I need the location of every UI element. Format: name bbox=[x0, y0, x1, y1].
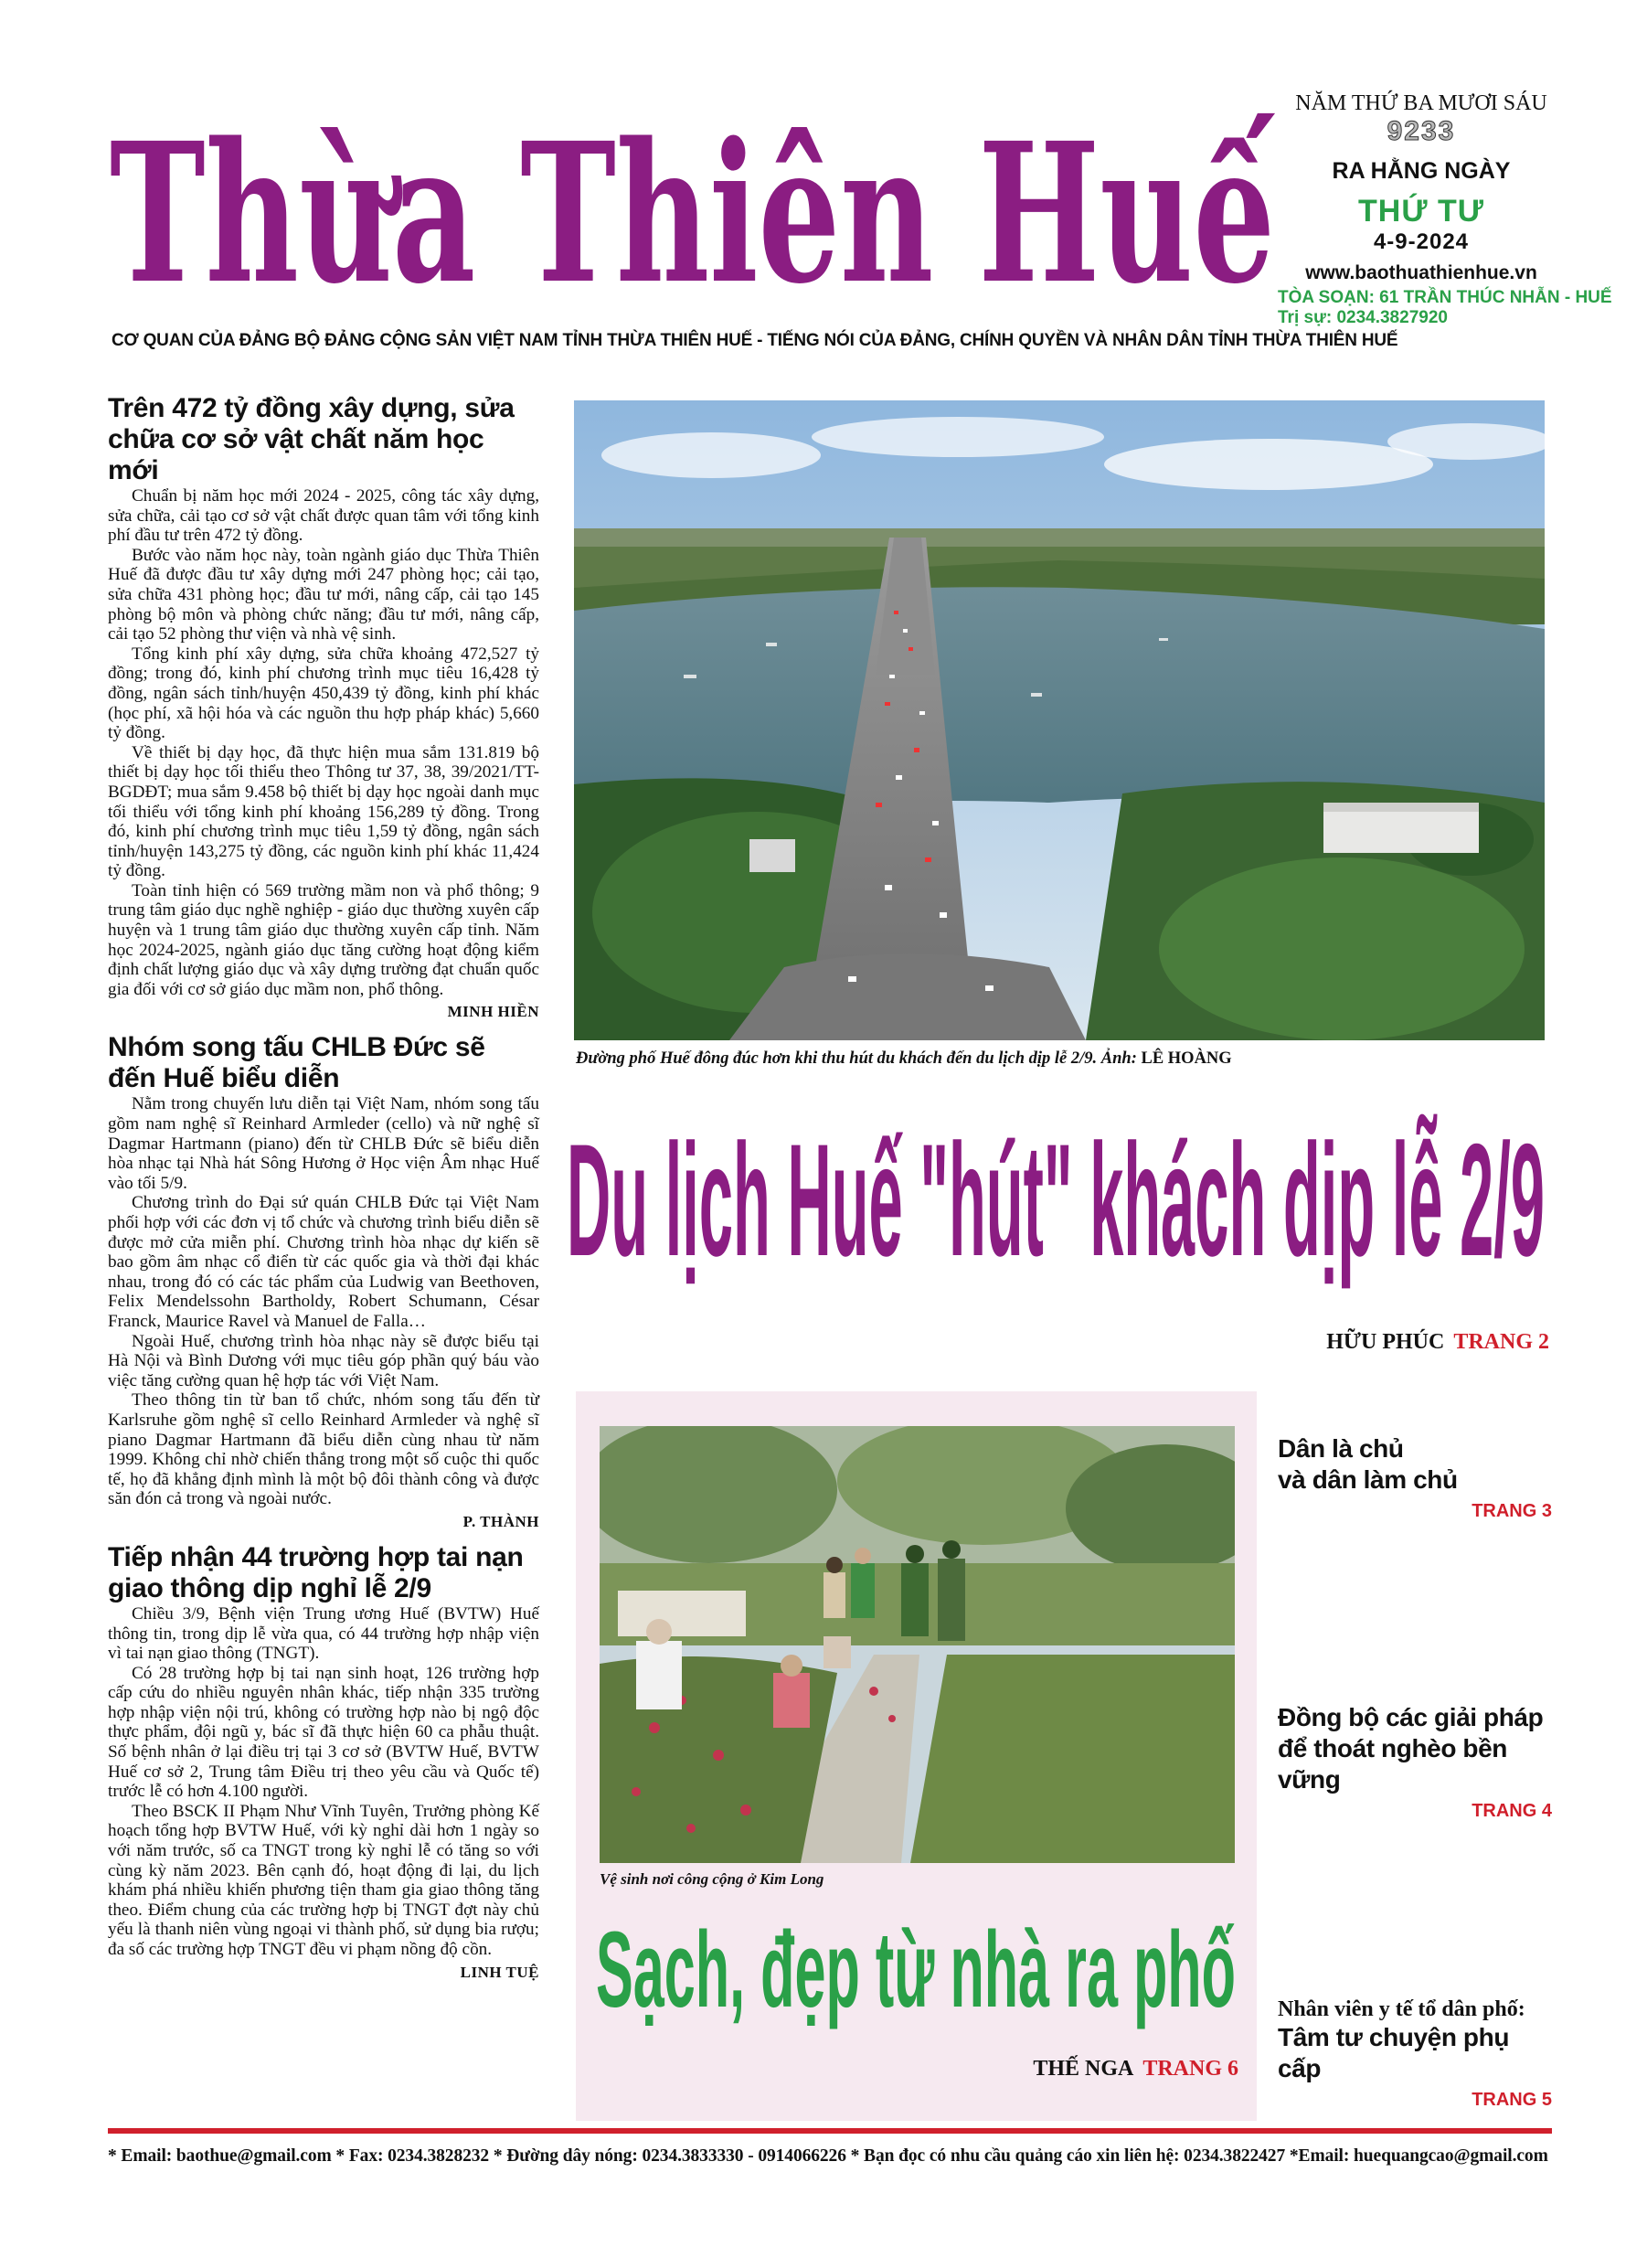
feature-photo[interactable] bbox=[600, 1426, 1235, 1863]
teaser-title: Tâm tư chuyện phụ cấp bbox=[1278, 2023, 1510, 2082]
website-link[interactable]: www.baothuathienhue.vn bbox=[1305, 262, 1537, 283]
story-paragraph: Chương trình do Đại sứ quán CHLB Đức tại Việt Nam phối hợp với các đơn vị tổ chức và chương trình biểu diễn sẽ được mở cửa miễn phí. Chương trình hòa nhạc dự kiến sẽ bao gồm âm nhạc cổ điển từ các quốc gia và thời đại khác nhau, trong đó có các tác phẩm của Ludwig van Beethoven, Felix Mendelssohn Bartholdy, Robert Schumann, César Franck, Maurice Ravel và Manuel de Falla… bbox=[108, 1193, 539, 1331]
story-body bbox=[108, 1094, 539, 1508]
lead-photo-caption bbox=[576, 1049, 1545, 1069]
feature-byline bbox=[914, 2057, 1238, 2082]
story-paragraph: Nằm trong chuyến lưu diễn tại Việt Nam, nhóm song tấu gồm nam nghệ sĩ Reinhard Armleder (cello) và nữ nghệ sĩ Dagmar Hartmann (piano) đến từ CHLB Đức sẽ biểu diễn hòa nhạc tại Nhà hát Sông Hương ở Học viện Âm nhạc Huế vào tối 5/9. bbox=[108, 1094, 539, 1193]
story-traffic bbox=[108, 1542, 539, 1982]
story-paragraph: Chiều 3/9, Bệnh viện Trung ương Huế (BVTW) Huế thông tin, trong dịp lễ vừa qua, có 44 trường hợp nhập viện vì tai nạn giao thông (TNGT). bbox=[108, 1603, 539, 1664]
issue-date: 4-9-2024 bbox=[1373, 229, 1470, 254]
story-paragraph: Theo thông tin từ ban tổ chức, nhóm song tấu đến từ Karlsruhe gồm nghệ sĩ cello Reinhard Armleder và nghệ sĩ piano Dagmar Hartmann đã biểu diễn cùng nhau từ năm 1999. Không chỉ nhờ chiến thắng trong một số cuộc thi quốc tế, họ đã khẳng định mình là một bộ đôi thành công và được săn đón cả trong và ngoài nước. bbox=[108, 1390, 539, 1509]
teaser-democracy[interactable] bbox=[1278, 1433, 1552, 1522]
story-education bbox=[108, 393, 539, 1021]
teaser-kicker: Nhân viên y tế tổ dân phố: bbox=[1278, 1997, 1525, 2021]
teaser-poverty[interactable] bbox=[1278, 1702, 1552, 1822]
lead-headline[interactable] bbox=[567, 1074, 1554, 1303]
lead-byline bbox=[1188, 1330, 1549, 1355]
story-paragraph: Ngoài Huế, chương trình hòa nhạc này sẽ được biểu tại Hà Nội và Bình Dương với mục tiêu góp phần quý báu vào việc tăng cường quan hệ hợp tác với Việt Nam. bbox=[108, 1331, 539, 1390]
footer-divider bbox=[108, 2128, 1552, 2134]
story-byline: LINH TUỆ bbox=[460, 1963, 539, 1981]
page-reference[interactable]: TRANG 2 bbox=[1453, 1330, 1549, 1354]
story-paragraph: Theo BSCK II Phạm Như Vĩnh Tuyên, Trưởng phòng Kế hoạch tổng hợp BVTW Huế, với kỳ nghỉ dài hơn 1 ngày so với năm trước, số ca TNGT trong kỳ nghỉ lễ có tăng so với cùng kỳ năm 2023. Bên cạnh đó, hoạt động đi lại, du lịch khám phá nhiều khiến phương tiện tham gia giao thông tăng theo. Điểm chung của các trường hợp bị TNGT đợt này chủ yếu là thanh niên vùng ngoại vi thành phố, sử dụng bia rượu; đa số các trường hợp TNGT đều vi phạm nồng độ cồn. bbox=[108, 1801, 539, 1959]
story-paragraph: Tổng kinh phí xây dựng, sửa chữa khoảng 472,527 tỷ đồng; trong đó, kinh phí chương trình mục tiêu 16,428 tỷ đồng, ngân sách tỉnh/huyện 450,439 tỷ đồng, kinh phí khác (học phí, xã hội hóa và các nguồn thu hợp pháp khác) 5,660 tỷ đồng. bbox=[108, 644, 539, 743]
story-paragraph: Bước vào năm học này, toàn ngành giáo dục Thừa Thiên Huế đã được đầu tư xây dựng mới 247 phòng học; cải tạo, sửa chữa 431 phòng học; đầu tư mới, nâng cấp, cải tạo 145 phòng bộ môn và phòng chức năng; đầu tư mới, nâng cấp, cải tạo 52 phòng thư viện và nhà vệ sinh. bbox=[108, 545, 539, 644]
story-paragraph: Có 28 trường hợp bị tai nạn sinh hoạt, 126 trường hợp cấp cứu do nhiều nguyên nhân khác, tiếp nhận 335 trường hợp nhập viện nội trú, không có trường hợp nào bị ngộ độc thực phẩm, đội ngũ y, bác sĩ đã thực hiện 60 ca phẫu thuật. Số bệnh nhân ở lại điều trị tại 3 cơ sở (BVTW Huế, BVTW Huế cơ sở 2, Trung tâm Điều trị theo yêu cầu và Quốc tế) trước lễ có hơn 4.100 người. bbox=[108, 1663, 539, 1802]
author: HỮU PHÚC bbox=[1326, 1330, 1445, 1354]
teaser-page[interactable]: TRANG 3 bbox=[1472, 1501, 1552, 1521]
story-paragraph: Về thiết bị dạy học, đã thực hiện mua sắm 131.819 bộ thiết bị dạy học tối thiểu theo Thông tư 37, 38, 39/2021/TT-BGDĐT; mua sắm 9.458 bộ thiết bị dạy học ngoài danh mục tối thiểu với tổng kinh phí khoảng 156,289 tỷ đồng. Trong đó, kinh phí chương trình mục tiêu 1,59 tỷ đồng, ngân sách tỉnh/huyện 143,275 tỷ đồng, các nguồn kinh phí khác 11,424 tỷ đồng. bbox=[108, 742, 539, 881]
story-title[interactable]: Trên 472 tỷ đồng xây dựng, sửa chữa cơ sở vật chất năm học mới bbox=[108, 393, 515, 485]
issue-info bbox=[1270, 91, 1612, 328]
story-paragraph: Chuẩn bị năm học mới 2024 - 2025, công tác xây dựng, sửa chữa, cải tạo cơ sở vật chất được quan tâm với tổng kinh phí đầu tư trên 472 tỷ đồng. bbox=[108, 486, 539, 546]
masthead-tagline: CƠ QUAN CỦA ĐẢNG BỘ ĐẢNG CỘNG SẢN VIỆT NAM TỈNH THỪA THIÊN HUẾ - TIẾNG NÓI CỦA ĐẢNG, CHÍNH QUYỀN VÀ NHÂN DÂN TỈNH THỪA THIÊN HUẾ bbox=[112, 331, 1398, 350]
left-column bbox=[108, 393, 539, 1982]
story-title[interactable]: Tiếp nhận 44 trường hợp tai nạn giao thông dịp nghỉ lễ 2/9 bbox=[108, 1541, 524, 1603]
story-body bbox=[108, 1604, 539, 1960]
lead-headline-text: Du lịch Huế "hút" khách dịp lễ 2/9 bbox=[567, 1112, 1545, 1290]
story-byline: P. THÀNH bbox=[462, 1512, 539, 1530]
story-byline: MINH HIỀN bbox=[447, 1003, 539, 1021]
story-body bbox=[108, 486, 539, 999]
publication-frequency: RA HẰNG NGÀY bbox=[1332, 158, 1511, 184]
teaser-title: Đồng bộ các giải pháp để thoát nghèo bền vững bbox=[1278, 1703, 1544, 1794]
issue-number: 9233 bbox=[1387, 116, 1456, 146]
publication-year: NĂM THỨ BA MƯƠI SÁU bbox=[1295, 91, 1547, 115]
masthead-logo bbox=[110, 78, 1280, 325]
teaser-page[interactable]: TRANG 4 bbox=[1472, 1801, 1552, 1821]
teaser-title: Dân là chủ và dân làm chủ bbox=[1278, 1434, 1458, 1494]
footer-contacts: * Email: baothue@gmail.com * Fax: 0234.3828232 * Đường dây nóng: 0234.3833330 - 0914066226 * Bạn đọc có nhu cầu quảng cáo xin liên hệ: 0234.3822427 *Email: huequangcao@gmail.com bbox=[108, 2146, 1548, 2166]
author: THẾ NGA bbox=[1033, 2057, 1134, 2081]
feature-headline-text: Sạch, đẹp từ nhà ra phố bbox=[596, 1910, 1236, 2029]
caption-text: Đường phố Huế đông đúc hơn khi thu hút du khách đến du lịch dịp lễ 2/9. Ảnh: bbox=[576, 1049, 1137, 1068]
masthead-title: Thừa Thiên Huế bbox=[110, 101, 1276, 325]
weekday: THỨ TƯ bbox=[1358, 194, 1484, 229]
teaser-page[interactable]: TRANG 5 bbox=[1472, 2090, 1552, 2110]
office-address: TÒA SOẠN: 61 TRẦN THÚC NHẪN - HUẾ bbox=[1278, 288, 1612, 307]
feature-photo-caption: Vệ sinh nơi công cộng ở Kim Long bbox=[600, 1870, 824, 1888]
photo-credit: LÊ HOÀNG bbox=[1141, 1049, 1232, 1068]
teaser-health[interactable] bbox=[1278, 1997, 1552, 2111]
story-paragraph: Toàn tỉnh hiện có 569 trường mầm non và phổ thông; 9 trung tâm giáo dục nghề nghiệp - giáo dục thường xuyên cấp huyện và 1 trung tâm giáo dục thường xuyên cấp tỉnh. Năm học 2024-2025, ngành giáo dục tăng cường hoạt động kiểm định chất lượng giáo dục và xây dựng trường đạt chuẩn quốc gia đối với cơ sở giáo dục mầm non, phổ thông. bbox=[108, 880, 539, 999]
lead-photo[interactable] bbox=[574, 400, 1545, 1040]
story-concert bbox=[108, 1032, 539, 1530]
admin-phone: Trị sự: 0234.3827920 bbox=[1278, 308, 1448, 327]
page-reference[interactable]: TRANG 6 bbox=[1142, 2057, 1238, 2081]
feature-headline[interactable] bbox=[594, 1901, 1243, 2029]
story-title[interactable]: Nhóm song tấu CHLB Đức sẽ đến Huế biểu diễn bbox=[108, 1032, 485, 1094]
